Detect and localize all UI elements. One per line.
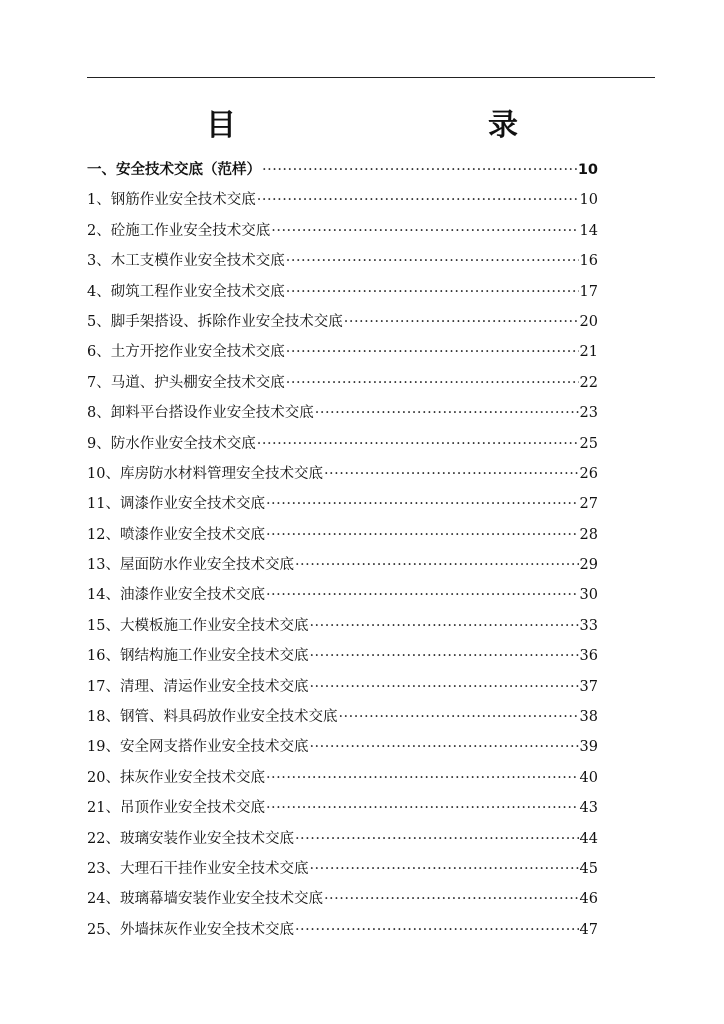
- toc-page-number: 21: [579, 344, 598, 361]
- toc-dot-leader: [257, 185, 579, 215]
- toc-page-number: 23: [579, 405, 598, 422]
- toc-entry[interactable]: [87, 915, 598, 945]
- toc-dot-leader: [309, 854, 578, 884]
- toc-entry-label: 1、钢筋作业安全技术交底: [87, 192, 256, 209]
- toc-entry[interactable]: [87, 732, 598, 762]
- toc-dot-leader: [309, 732, 578, 762]
- toc-page-number: 26: [579, 465, 598, 482]
- toc-entry-label: 23、大理石干挂作业安全技术交底: [87, 860, 309, 877]
- toc-page-number: 38: [579, 709, 598, 726]
- toc-entry[interactable]: [87, 216, 598, 246]
- toc-page-number: 33: [579, 617, 598, 634]
- toc-dot-leader: [286, 368, 579, 398]
- toc-entry[interactable]: [87, 824, 598, 854]
- toc-entry-label: 3、木工支模作业安全技术交底: [87, 253, 285, 270]
- toc-dot-leader: [266, 580, 579, 610]
- toc-entry[interactable]: [87, 520, 598, 550]
- toc-page-number: 28: [579, 526, 598, 543]
- toc-page-number: 46: [579, 891, 598, 908]
- toc-page-number: 37: [579, 678, 598, 695]
- toc-page-number: 29: [579, 557, 598, 574]
- toc-entry-label: 18、钢管、料具码放作业安全技术交底: [87, 709, 338, 726]
- toc-dot-leader: [286, 246, 579, 276]
- toc-entry-label: 一、安全技术交底（范样）: [87, 162, 261, 178]
- header-rule: [87, 77, 655, 78]
- toc-page-number: 30: [579, 587, 598, 604]
- toc-page-number: 16: [579, 253, 598, 270]
- toc-dot-leader: [324, 459, 579, 489]
- toc-dot-leader: [286, 277, 579, 307]
- toc-dot-leader: [257, 429, 579, 459]
- toc-dot-leader: [324, 884, 579, 914]
- toc-entry[interactable]: [87, 793, 598, 823]
- toc-entry-label: 8、卸料平台搭设作业安全技术交底: [87, 405, 314, 422]
- toc-page-number: 45: [579, 860, 598, 877]
- toc-entry-label: 2、砼施工作业安全技术交底: [87, 222, 271, 239]
- toc-entry[interactable]: [87, 398, 598, 428]
- toc-dot-leader: [266, 520, 579, 550]
- toc-entry-label: 16、钢结构施工作业安全技术交底: [87, 648, 309, 665]
- toc-dot-leader: [344, 307, 579, 337]
- toc-dot-leader: [286, 337, 579, 367]
- toc-section-entry[interactable]: [87, 155, 598, 185]
- toc-entry-label: 14、油漆作业安全技术交底: [87, 587, 265, 604]
- toc-page-number: 27: [579, 496, 598, 513]
- toc-dot-leader: [309, 672, 578, 702]
- toc-entry-label: 7、马道、护头棚安全技术交底: [87, 374, 285, 391]
- toc-entry[interactable]: [87, 550, 598, 580]
- toc-entry[interactable]: [87, 611, 598, 641]
- toc-dot-leader: [309, 611, 578, 641]
- toc-entry[interactable]: [87, 489, 598, 519]
- toc-page-number: 14: [579, 222, 598, 239]
- toc-page-number: 44: [579, 830, 598, 847]
- toc-entry[interactable]: [87, 884, 598, 914]
- toc-entry-label: 10、库房防水材料管理安全技术交底: [87, 465, 323, 482]
- toc-entry-label: 5、脚手架搭设、拆除作业安全技术交底: [87, 313, 343, 330]
- toc-page-number: 25: [579, 435, 598, 452]
- toc-dot-leader: [266, 763, 579, 793]
- toc-entry[interactable]: [87, 185, 598, 215]
- toc-dot-leader: [295, 824, 579, 854]
- toc-entry-label: 25、外墙抹灰作业安全技术交底: [87, 921, 294, 938]
- toc-entry[interactable]: [87, 854, 598, 884]
- toc-entry[interactable]: [87, 641, 598, 671]
- toc-page-number: 47: [579, 921, 598, 938]
- toc-page-number: 40: [579, 769, 598, 786]
- toc-page-number: 43: [579, 800, 598, 817]
- toc-entry-label: 22、玻璃安装作业安全技术交底: [87, 830, 294, 847]
- toc-entry[interactable]: [87, 246, 598, 276]
- toc-entry[interactable]: [87, 763, 598, 793]
- page-title: 目 录: [206, 108, 582, 143]
- toc-dot-leader: [271, 216, 578, 246]
- toc-entry[interactable]: [87, 307, 598, 337]
- toc-entry[interactable]: [87, 580, 598, 610]
- table-of-contents: [87, 155, 598, 945]
- toc-dot-leader: [315, 398, 579, 428]
- toc-entry[interactable]: [87, 368, 598, 398]
- toc-entry[interactable]: [87, 459, 598, 489]
- toc-entry[interactable]: [87, 702, 598, 732]
- toc-entry-label: 6、土方开挖作业安全技术交底: [87, 344, 285, 361]
- toc-dot-leader: [338, 702, 578, 732]
- toc-page-number: 22: [579, 374, 598, 391]
- toc-page-number: 10: [579, 192, 598, 209]
- toc-entry[interactable]: [87, 672, 598, 702]
- toc-entry-label: 4、砌筑工程作业安全技术交底: [87, 283, 285, 300]
- toc-page-number: 36: [579, 648, 598, 665]
- toc-entry[interactable]: [87, 277, 598, 307]
- toc-page-number: 10: [577, 162, 598, 178]
- toc-page-number: 39: [579, 739, 598, 756]
- toc-entry-label: 15、大模板施工作业安全技术交底: [87, 617, 309, 634]
- toc-entry[interactable]: [87, 429, 598, 459]
- toc-entry-label: 21、吊顶作业安全技术交底: [87, 800, 265, 817]
- toc-dot-leader: [266, 489, 579, 519]
- toc-entry-label: 13、屋面防水作业安全技术交底: [87, 557, 294, 574]
- toc-entry-label: 17、清理、清运作业安全技术交底: [87, 678, 309, 695]
- toc-dot-leader: [309, 641, 578, 671]
- toc-dot-leader: [266, 793, 579, 823]
- toc-dot-leader: [295, 550, 579, 580]
- toc-entry-label: 12、喷漆作业安全技术交底: [87, 526, 265, 543]
- toc-entry-label: 19、安全网支搭作业安全技术交底: [87, 739, 309, 756]
- toc-page-number: 20: [579, 313, 598, 330]
- toc-entry-label: 20、抹灰作业安全技术交底: [87, 769, 265, 786]
- toc-page-number: 17: [579, 283, 598, 300]
- toc-dot-leader: [295, 915, 579, 945]
- toc-entry-label: 24、玻璃幕墙安装作业安全技术交底: [87, 891, 323, 908]
- toc-entry[interactable]: [87, 337, 598, 367]
- toc-entry-label: 9、防水作业安全技术交底: [87, 435, 256, 452]
- toc-dot-leader: [262, 155, 577, 185]
- toc-entry-label: 11、调漆作业安全技术交底: [87, 496, 265, 513]
